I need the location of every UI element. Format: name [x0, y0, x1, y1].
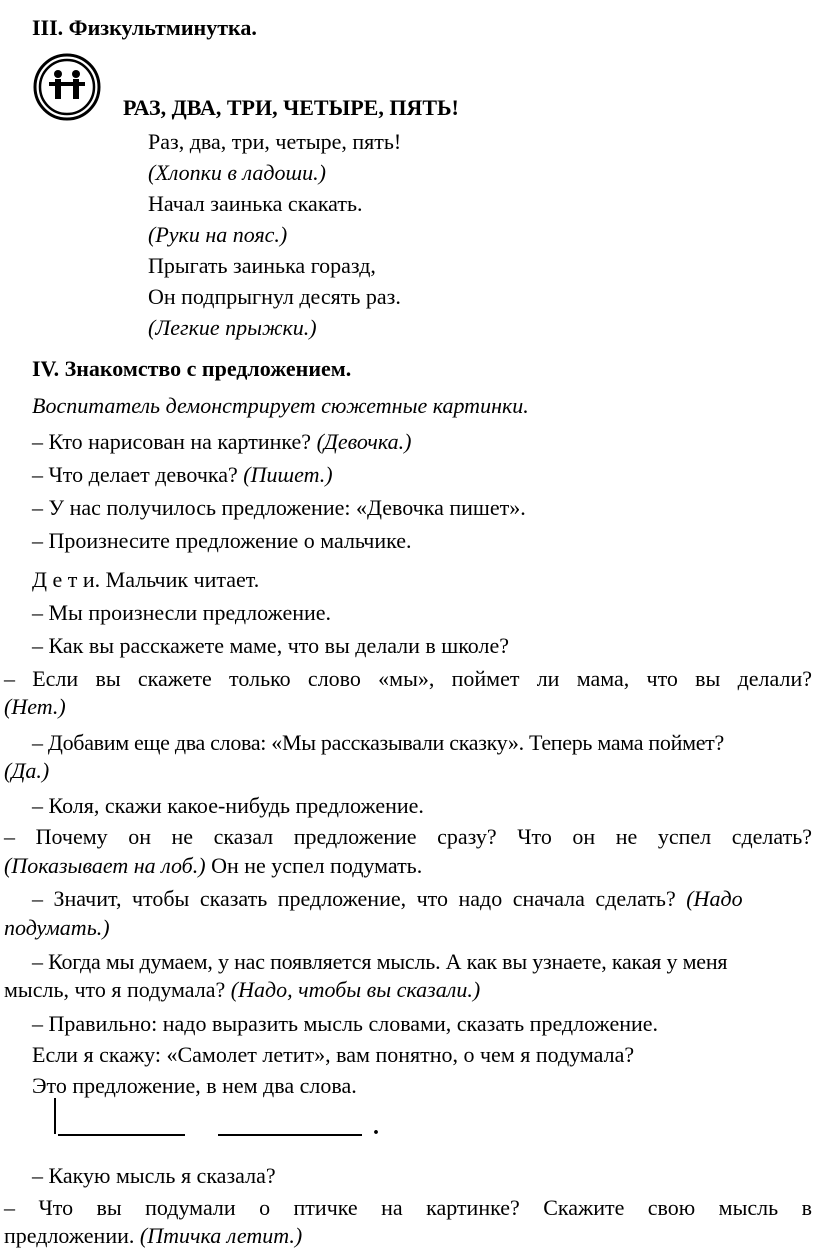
- two-people-circle-icon: [32, 52, 102, 122]
- dialogue-line: [32, 428, 411, 456]
- answer-note: (Девочка.): [316, 429, 412, 454]
- dialogue-line: – Какую мысль я сказала?: [32, 1163, 276, 1188]
- dialogue-line: – Добавим еще два слова: «Мы рассказывали сказку». Теперь мама поймет?: [32, 730, 724, 755]
- answer-note: (Показывает на лоб.): [4, 853, 206, 878]
- answer-note: (Пишет.): [243, 462, 333, 487]
- dialogue-text: – Кто нарисован на картинке?: [32, 429, 317, 454]
- section-3-heading: III. Физкультминутка.: [32, 15, 257, 40]
- poem-title: РАЗ, ДВА, ТРИ, ЧЕТЫРЕ, ПЯТЬ!: [123, 95, 459, 120]
- dialogue-line: Это предложение, в нем два слова.: [32, 1073, 357, 1098]
- poem-action: (Хлопки в ладоши.): [148, 160, 326, 185]
- children-answer: [32, 566, 259, 594]
- dialogue-text: предложении.: [4, 1223, 140, 1248]
- sentence-scheme-period: .: [373, 1114, 379, 1140]
- dialogue-line: – Как вы расскажете маме, что вы делали в школе?: [32, 633, 510, 658]
- poem-line: Он подпрыгнул десять раз.: [148, 284, 401, 309]
- dialogue-line: – Мы произнесли предложение.: [32, 600, 332, 625]
- answer-note: (Надо: [686, 886, 743, 911]
- dialogue-line: – Коля, скажи какое-нибудь предложение.: [32, 793, 424, 818]
- poem-action: (Руки на пояс.): [148, 222, 288, 247]
- dialogue-line: – Произнесите предложение о мальчике.: [32, 528, 412, 553]
- poem-line: Прыгать заинька горазд,: [148, 253, 376, 278]
- answer-note: (Да.): [4, 758, 50, 783]
- dialogue-text: – Что делает девочка?: [32, 462, 244, 487]
- dialogue-line: – Почему он не сказал предложение сразу? Что он не успел сделать?: [4, 824, 812, 849]
- answer-note: (Нет.): [4, 694, 66, 719]
- dialogue-line: [32, 885, 743, 913]
- dialogue-text: – Значит, чтобы сказать предложение, что надо сначала сделать?: [32, 886, 687, 911]
- dialogue-line: – У нас получилось предложение: «Девочка пишет».: [32, 495, 526, 520]
- dialogue-line: – Если вы скажете только слово «мы», поймет ли мама, что вы делали?: [4, 666, 812, 691]
- speaker-label: Д е т и.: [32, 567, 101, 592]
- dialogue-line: [4, 1222, 302, 1250]
- poem-line: Раз, два, три, четыре, пять!: [148, 129, 402, 154]
- answer-note: (Надо, чтобы вы сказали.): [230, 977, 481, 1002]
- sentence-scheme-word-1: [58, 1134, 185, 1136]
- dialogue-text: Мальчик читает.: [100, 567, 260, 592]
- section-4-heading: IV. Знакомство с предложением.: [32, 356, 352, 381]
- dialogue-line: [32, 461, 333, 489]
- dialogue-line: [4, 852, 422, 880]
- answer-note: (Птичка летит.): [139, 1223, 303, 1248]
- dialogue-line: – Когда мы думаем, у нас появляется мысль. А как вы узнаете, какая у меня: [32, 949, 728, 974]
- dialogue-line: – Что вы подумали о птичке на картинке? Скажите свою мысль в: [4, 1195, 812, 1220]
- dialogue-line: – Правильно: надо выразить мысль словами, сказать предложение.: [32, 1011, 659, 1036]
- dialogue-text: Он не успел подумать.: [205, 853, 423, 878]
- teacher-intro: Воспитатель демонстрирует сюжетные картинки.: [32, 393, 529, 418]
- answer-note: подумать.): [4, 915, 110, 940]
- poem-action: (Легкие прыжки.): [148, 315, 317, 340]
- dialogue-text: мысль, что я подумала?: [4, 977, 231, 1002]
- poem-line: Начал заинька скакать.: [148, 191, 363, 216]
- sentence-scheme-start-bar: [54, 1098, 56, 1134]
- sentence-scheme-word-2: [218, 1134, 362, 1136]
- dialogue-line: [4, 976, 480, 1004]
- dialogue-line: Если я скажу: «Самолет летит», вам понятно, о чем я подумала?: [32, 1042, 635, 1067]
